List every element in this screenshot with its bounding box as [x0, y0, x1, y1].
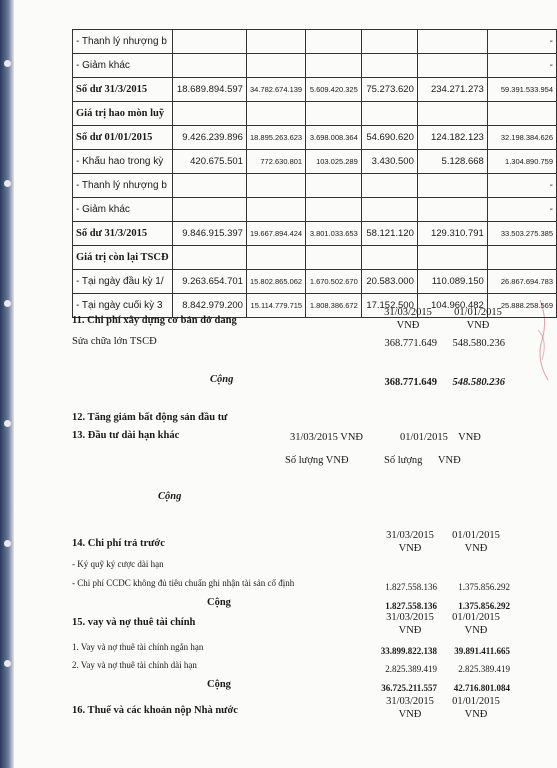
s14-item2-value-1: 1.827.558.136 [385, 582, 437, 592]
table-row [73, 270, 557, 294]
table-cell: 124.182.123 [417, 126, 487, 150]
s13-col2-header: 01/01/2015 VNĐ [400, 432, 481, 443]
s15-item1-value-2: 39.891.411.665 [454, 646, 510, 656]
table-cell [306, 246, 362, 270]
s11-total-value-2: 548.580.236 [452, 377, 505, 388]
table-cell: 129.310.791 [417, 222, 487, 246]
row-label: - Giảm khác [73, 54, 173, 78]
s11-item-value-1: 368.771.649 [384, 338, 437, 349]
table-cell: 1.670.502.670 [306, 270, 362, 294]
table-cell: 15.802.865.062 [246, 270, 305, 294]
table-cell: 9.426.239.896 [172, 126, 246, 150]
binding-hole [4, 660, 11, 667]
table-cell: 18.895.263.623 [246, 126, 305, 150]
binding-hole [4, 540, 11, 547]
s16-title: 16. Thuế và các khoản nộp Nhà nước [72, 705, 238, 716]
s14-col1-date: 31/03/2015 [386, 530, 434, 541]
s13-col2-subheader: Số lượng VNĐ [384, 455, 461, 466]
row-label: - Tại ngày đầu kỳ 1/ [73, 270, 173, 294]
s14-col2-date: 01/01/2015 [452, 530, 500, 541]
s15-col2-unit: VNĐ [464, 625, 488, 636]
s11-col2-unit: VNĐ [466, 320, 490, 331]
table-cell: 9.846.915.397 [172, 222, 246, 246]
table-cell [417, 30, 487, 54]
row-label: - Tại ngày cuối kỳ 3 [73, 294, 173, 318]
s15-item2-label: 2. Vay và nợ thuê tài chính dài hạn [72, 660, 197, 670]
table-cell: 110.089.150 [417, 270, 487, 294]
table-cell: 8.842.979.200 [172, 294, 246, 318]
s14-total-label: Cộng [207, 597, 231, 608]
table-cell: 19.667.894.424 [246, 222, 305, 246]
table-cell [417, 102, 487, 126]
table-cell [361, 246, 417, 270]
table-cell: 25.888.258.569 [487, 294, 556, 318]
s14-col2-unit: VNĐ [464, 543, 488, 554]
table-cell: 34.782.674.139 [246, 78, 305, 102]
table-cell: 3.801.033.653 [306, 222, 362, 246]
table-cell [172, 54, 246, 78]
row-label: - Khấu hao trong kỳ [73, 150, 173, 174]
table-cell [246, 30, 305, 54]
s11-col1-date: 31/03/2015 [384, 307, 432, 318]
table-cell: 234.271.273 [417, 78, 487, 102]
table-row [73, 198, 557, 222]
table-cell: 26.867.694.783 [487, 270, 556, 294]
table-cell: 1.304.890.759 [487, 150, 556, 174]
s11-item-value-2: 548.580.236 [452, 338, 505, 349]
row-label: - Giảm khác [73, 198, 173, 222]
binding-hole [4, 180, 11, 187]
table-row [73, 174, 557, 198]
table-cell [246, 246, 305, 270]
s16-col1-unit: VNĐ [398, 709, 422, 720]
fixed-assets-table [72, 29, 557, 318]
table-cell [361, 174, 417, 198]
row-label: - Thanh lý nhượng b [73, 174, 173, 198]
s16-col2-unit: VNĐ [464, 709, 488, 720]
s13-title: 13. Đầu tư dài hạn khác [72, 430, 180, 441]
table-cell [306, 54, 362, 78]
table-cell [172, 198, 246, 222]
table-cell [246, 54, 305, 78]
table-cell: 17.152.500 [361, 294, 417, 318]
table-cell: 18.689.894.597 [172, 78, 246, 102]
table-cell: 3.430.500 [361, 150, 417, 174]
s15-item1-label: 1. Vay và nợ thuê tài chính ngắn hạn [72, 642, 204, 652]
table-cell [361, 30, 417, 54]
table-cell [361, 102, 417, 126]
s14-item2-label: - Chi phí CCDC không đủ tiêu chuẩn ghi nhận tài sản cố định [72, 578, 295, 588]
binding-hole [4, 300, 11, 307]
table-cell: 54.690.620 [361, 126, 417, 150]
s11-item-label: Sửa chữa lớn TSCĐ [72, 336, 157, 347]
table-row [73, 102, 557, 126]
s15-col2-date: 01/01/2015 [452, 612, 500, 623]
table-cell [172, 246, 246, 270]
table-cell [306, 174, 362, 198]
s15-total-value-1: 36.725.211.557 [381, 683, 437, 693]
table-cell [172, 174, 246, 198]
table-cell [172, 102, 246, 126]
table-row [73, 30, 557, 54]
s15-total-value-2: 42.716.801.084 [453, 683, 510, 693]
table-cell: 772.630.801 [246, 150, 305, 174]
binding-strip [0, 0, 14, 768]
s13-col1-subheader: Số lượng VNĐ [285, 455, 349, 466]
row-label: Số dư 01/01/2015 [73, 126, 173, 150]
s11-title: 11. Chi phí xây dựng cơ bản dở dang [72, 315, 237, 326]
table-cell: - [487, 54, 556, 78]
s15-col1-date: 31/03/2015 [386, 612, 434, 623]
s15-item1-value-1: 33.899.822.138 [380, 646, 437, 656]
row-label: - Thanh lý nhượng b [73, 30, 173, 54]
table-cell: - [487, 174, 556, 198]
table-cell [417, 54, 487, 78]
table-cell: 20.583.000 [361, 270, 417, 294]
table-cell [361, 198, 417, 222]
table-cell [417, 246, 487, 270]
table-cell: 32.198.384.626 [487, 126, 556, 150]
table-cell [487, 102, 556, 126]
table-cell: 5.609.420.325 [306, 78, 362, 102]
s13-col1-header: 31/03/2015 VNĐ [290, 432, 364, 443]
table-cell [417, 174, 487, 198]
s14-total-value-2: 1.375.856.292 [458, 601, 510, 611]
table-cell: 3.698.008.364 [306, 126, 362, 150]
table-cell [246, 198, 305, 222]
table-cell: 59.391.533.954 [487, 78, 556, 102]
table-cell: 9.263.654.701 [172, 270, 246, 294]
table-cell [246, 102, 305, 126]
table-cell: - [487, 30, 556, 54]
s16-col1-date: 31/03/2015 [386, 696, 434, 707]
table-cell: 15.114.779.715 [246, 294, 305, 318]
table-cell [487, 246, 556, 270]
table-cell: 58.121.120 [361, 222, 417, 246]
table-cell [361, 54, 417, 78]
binding-hole [4, 60, 11, 67]
row-label: Giá trị còn lại TSCĐ [73, 246, 173, 270]
table-row [73, 150, 557, 174]
table-cell [246, 174, 305, 198]
table-cell [306, 30, 362, 54]
table-row [73, 126, 557, 150]
table-cell: 103.025.289 [306, 150, 362, 174]
s11-total-label: Cộng [210, 374, 234, 385]
table-cell [306, 198, 362, 222]
table-cell [172, 30, 246, 54]
table-cell: 75.273.620 [361, 78, 417, 102]
s14-item1-label: - Ký quỹ ký cược dài hạn [72, 559, 164, 569]
table-cell [417, 198, 487, 222]
row-label: Số dư 31/3/2015 [73, 78, 173, 102]
s14-col1-unit: VNĐ [398, 543, 422, 554]
s16-col2-date: 01/01/2015 [452, 696, 500, 707]
s11-total-value-1: 368.771.649 [384, 377, 437, 388]
row-label: Giá trị hao mòn luỹ [73, 102, 173, 126]
s15-item2-value-2: 2.825.389.419 [458, 664, 510, 674]
table-cell: 1.808.386.672 [306, 294, 362, 318]
table-cell [306, 102, 362, 126]
table-cell: 104.960.482 [417, 294, 487, 318]
s11-col2-date: 01/01/2015 [454, 307, 502, 318]
s14-item2-value-2: 1.375.856.292 [458, 582, 510, 592]
table-row [73, 222, 557, 246]
table-cell: 33.503.275.385 [487, 222, 556, 246]
s15-total-label: Cộng [207, 679, 231, 690]
row-label: Số dư 31/3/2015 [73, 222, 173, 246]
s11-col1-unit: VNĐ [396, 320, 420, 331]
s13-total-label: Cộng [158, 491, 182, 502]
s15-title: 15. vay và nợ thuê tài chính [72, 617, 196, 628]
s14-total-value-1: 1.827.558.136 [385, 601, 437, 611]
table-row [73, 54, 557, 78]
s15-item2-value-1: 2.825.389.419 [385, 664, 437, 674]
s14-title: 14. Chi phí trả trước [72, 538, 165, 549]
table-row [73, 246, 557, 270]
table-row [73, 78, 557, 102]
table-cell: 5.128.668 [417, 150, 487, 174]
table-cell: - [487, 198, 556, 222]
table-cell: 420.675.501 [172, 150, 246, 174]
binding-hole [4, 420, 11, 427]
s12-title: 12. Tăng giảm bất động sản đầu tư [72, 412, 228, 423]
s15-col1-unit: VNĐ [398, 625, 422, 636]
